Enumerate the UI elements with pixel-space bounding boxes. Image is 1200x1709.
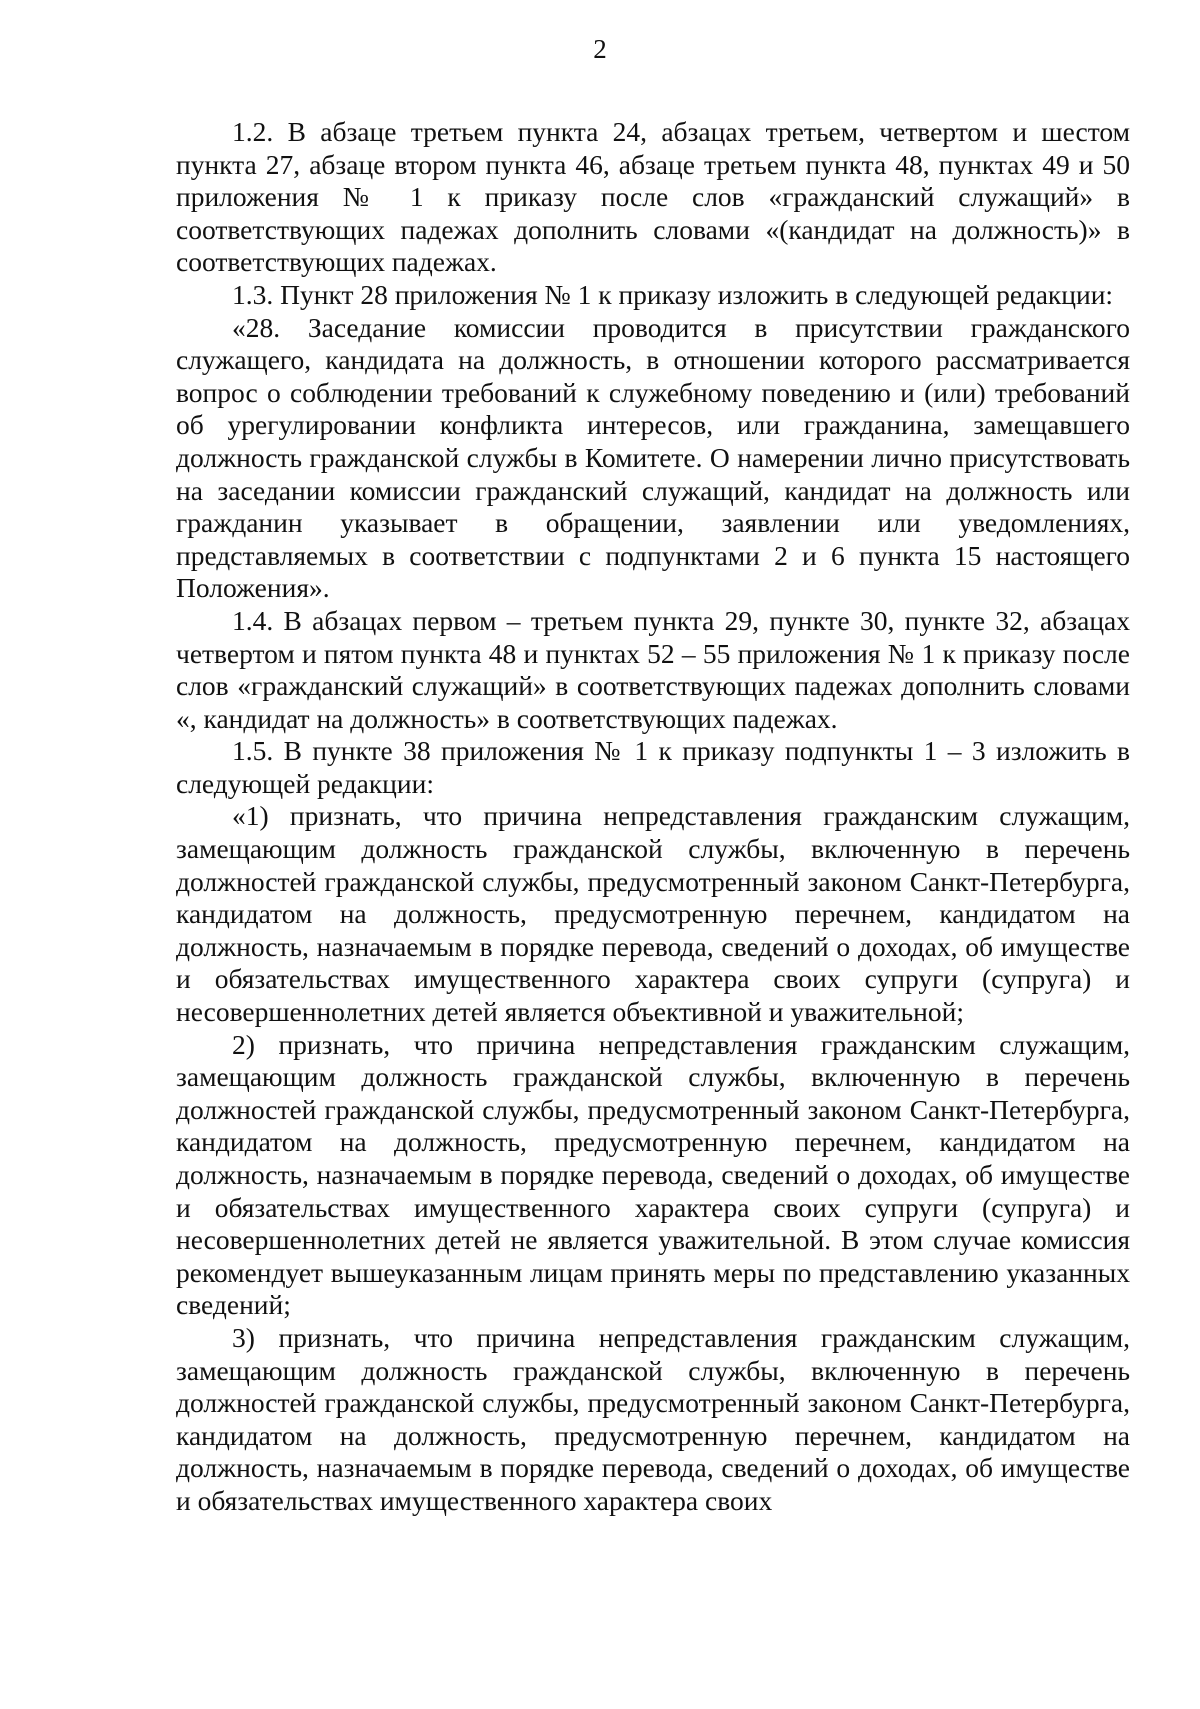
subparagraph-2: 2) признать, что причина непредставления гражданским служащим, замещающим должность гражданской службы, включенную в перечень должностей гражданской службы, предусмотренный законом Санкт-Петербурга, кандидатом на должность, предусмотренную перечнем, кандидатом на должность, назначаемым в порядке перевода, сведений о доходах, об имуществе и обязательствах имущественного характера своих супруги (супруга) и несовершеннолетних детей не является уважительной. В этом случае комиссия рекомендует вышеуказанным лицам принять меры по представлению указанных сведений;	[176, 1028, 1130, 1321]
subparagraph-3: 3) признать, что причина непредставления гражданским служащим, замещающим должность гражданской службы, включенную в перечень должностей гражданской службы, предусмотренный законом Санкт-Петербурга, кандидатом на должность, предусмотренную перечнем, кандидатом на должность, назначаемым в порядке перевода, сведений о доходах, об имуществе и обязательствах имущественного характера своих	[176, 1321, 1130, 1516]
document-body	[176, 116, 1130, 1518]
paragraph-1-3: 1.3. Пункт 28 приложения № 1 к приказу изложить в следующей редакции:	[232, 278, 1114, 310]
paragraph-1-5: 1.5. В пункте 38 приложения № 1 к приказу подпункты 1 – 3 изложить в следующей редакции:	[176, 735, 1130, 799]
page-number: 2	[593, 34, 607, 64]
paragraph-1-2: 1.2. В абзаце третьем пункта 24, абзацах третьем, четвертом и шестом пункта 27, абзаце втором пункта 46, абзаце третьем пункта 48, пунктах 49 и 50 приложения № 1 к приказу после слов «гражданский служащий» в соответствующих падежах дополнить словами «(кандидат на должность)» в соответствующих падежах.	[176, 116, 1130, 278]
paragraph-1-4: 1.4. В абзацах первом – третьем пункта 29, пункте 30, пункте 32, абзацах четвертом и пятом пункта 48 и пунктах 52 – 55 приложения № 1 к приказу после слов «гражданский служащий» в соответствующих падежах дополнить словами «, кандидат на должность» в соответствующих падежах.	[176, 604, 1130, 734]
subparagraph-1: «1) признать, что причина непредставления гражданским служащим, замещающим должность гражданской службы, включенную в перечень должностей гражданской службы, предусмотренный законом Санкт-Петербурга, кандидатом на должность, предусмотренную перечнем, кандидатом на должность, назначаемым в порядке перевода, сведений о доходах, об имуществе и обязательствах имущественного характера своих супруги (супруга) и несовершеннолетних детей является объективной и уважительной;	[176, 800, 1130, 1028]
paragraph-item-28: «28. Заседание комиссии проводится в присутствии гражданского служащего, кандидата на должность, в отношении которого рассматривается вопрос о соблюдении требований к служебному поведению и (или) требований об урегулировании конфликта интересов, или гражданина, замещавшего должность гражданской службы в Комитете. О намерении лично присутствовать на заседании комиссии гражданский служащий, кандидат на должность или гражданин указывает в обращении, заявлении или уведомлениях, представляемых в соответствии с подпунктами 2 и 6 пункта 15 настоящего Положения».	[176, 311, 1130, 604]
